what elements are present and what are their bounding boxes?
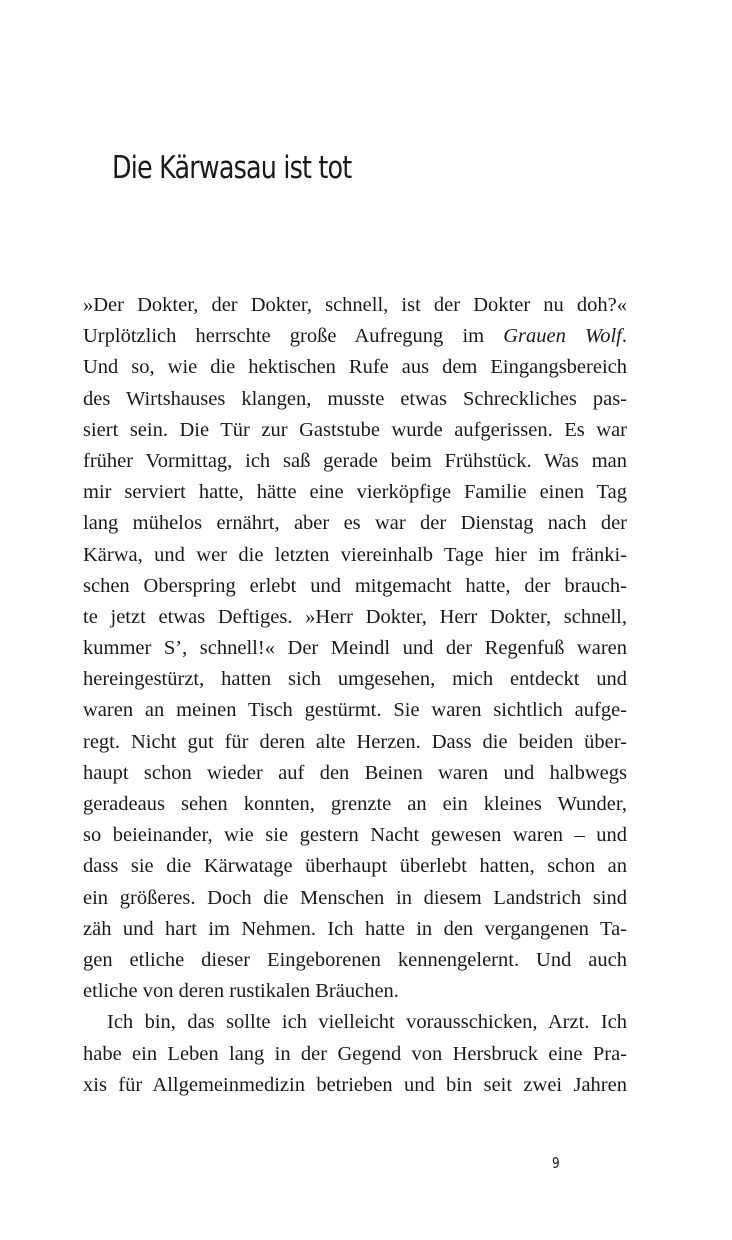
text-line: haupt schon wieder auf den Beinen waren und halbwegs: [83, 761, 627, 784]
paragraph-2: [83, 1007, 627, 1101]
paragraph-1: [83, 290, 627, 1007]
text-line: Und so, wie die hektischen Rufe aus dem Eingangsbereich: [83, 356, 627, 379]
page-number: 9: [552, 1154, 560, 1172]
text-line: schen Oberspring erlebt und mitgemacht hatte, der brauch-: [83, 574, 627, 597]
text-line: zäh und hart im Nehmen. Ich hatte in den vergangenen Ta-: [83, 917, 627, 940]
text-line: lang mühelos ernährt, aber es war der Dienstag nach der: [83, 512, 627, 535]
text-line: waren an meinen Tisch gestürmt. Sie waren sichtlich aufge-: [83, 699, 627, 722]
text-line: etliche von deren rustikalen Bräuchen.: [83, 980, 399, 1003]
body-text: [83, 290, 627, 1101]
text-line: habe ein Leben lang in der Gegend von Hersbruck eine Pra-: [83, 1042, 627, 1065]
text-line: mir serviert hatte, hätte eine vierköpfige Familie einen Tag: [83, 481, 627, 504]
text-line: des Wirtshauses klangen, musste etwas Schreckliches pas-: [83, 387, 627, 410]
text-line: »Der Dokter, der Dokter, schnell, ist der Dokter nu doh?«: [83, 294, 627, 316]
chapter-title: Die Kärwasau ist tot: [112, 150, 352, 186]
text-line: gen etliche dieser Eingeborenen kennengelernt. Und auch: [83, 948, 627, 971]
text-segment: Urplötzlich herrschte große Aufregung im: [83, 325, 504, 348]
text-line: xis für Allgemeinmedizin betrieben und bin seit zwei Jahren: [83, 1073, 627, 1096]
text-line: so beieinander, wie sie gestern Nacht gewesen waren – und: [83, 824, 627, 847]
text-line: geradeaus sehen konnten, grenzte an ein kleines Wunder,: [83, 793, 627, 815]
text-line: ein größeres. Doch die Menschen in diesem Landstrich sind: [83, 886, 627, 909]
text-line: Ich bin, das sollte ich vielleicht vorausschicken, Arzt. Ich: [107, 1011, 627, 1034]
text-line: regt. Nicht gut für deren alte Herzen. Dass die beiden über-: [83, 730, 627, 753]
text-line: hereingestürzt, hatten sich umgesehen, mich entdeckt und: [83, 668, 627, 691]
text-line: siert sein. Die Tür zur Gaststube wurde aufgerissen. Es war: [83, 418, 627, 441]
inn-name: Grauen Wolf: [503, 325, 622, 348]
text-line: [83, 321, 627, 352]
text-line: dass sie die Kärwatage überhaupt überlebt hatten, schon an: [83, 855, 627, 878]
text-segment: .: [621, 325, 627, 348]
text-line: Kärwa, und wer die letzten viereinhalb Tage hier im fränki-: [83, 543, 627, 566]
text-line: te jetzt etwas Deftiges. »Herr Dokter, Herr Dokter, schnell,: [83, 605, 627, 628]
text-line: kummer S’, schnell!« Der Meindl und der Regenfuß waren: [83, 637, 627, 660]
text-line: früher Vormittag, ich saß gerade beim Frühstück. Was man: [83, 449, 627, 472]
